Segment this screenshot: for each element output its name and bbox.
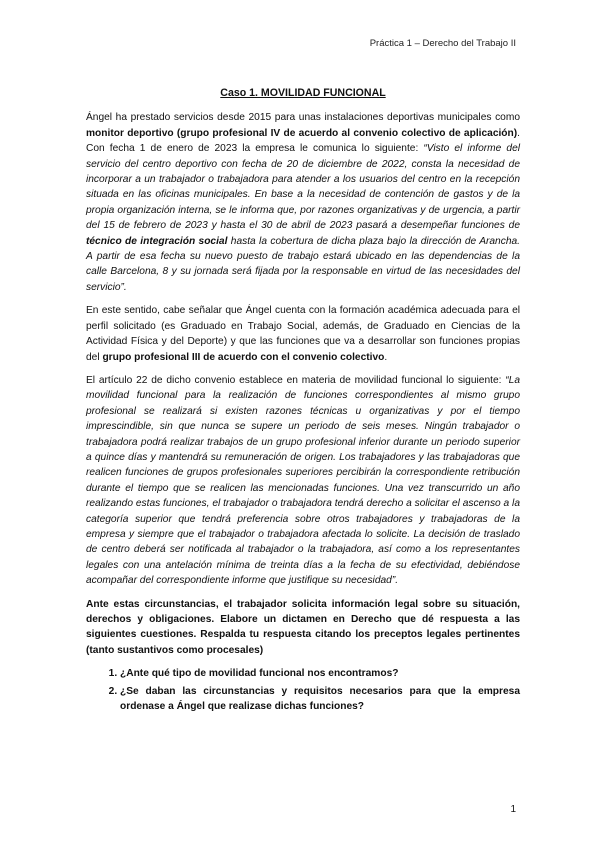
question-1: 1. ¿Ante qué tipo de movilidad funcional nos encontramos? [120, 666, 520, 681]
paragraph-3 [86, 373, 520, 589]
paragraph-1 [86, 110, 520, 295]
p2-text-c: . [384, 351, 388, 363]
question-2: 2. ¿Se daban las circunstancias y requisitos necesarios para que la empresa ordenase a Ángel que realizase dichas funciones? [120, 684, 520, 715]
questions-list [86, 666, 520, 714]
p3-text-a: El artículo 22 de dicho convenio establece en materia de movilidad funcional lo siguiente: [86, 374, 506, 386]
paragraph-4-instructions: Ante estas circunstancias, el trabajador solicita información legal sobre su situación, derechos y obligaciones. Elabore un dictamen en Derecho que dé respuesta a las siguientes cuestiones. Respalda tu respuesta citando los preceptos legales pertinentes (tanto sustantivos como procesales) [86, 598, 520, 656]
p2-text-a: En este sentido, cabe señalar que Ángel cuenta con la formación académica adecuada para el perfil solicitado (es Graduado en Trabajo Social, además, de Graduado en Ciencias de la Actividad Física y del Deporte) y que las funciones que va a desarrollar son funciones propias del [86, 305, 520, 363]
p1-quote-b: hasta la cobertura de dicha plaza bajo la dirección de Arancha. A partir de esa fecha su nuevo puesto de trabajo estará ubicado en las dependencias de la calle Barcelona, 8 y su jornada será fijada por la responsable en virtud de las necesidades del servicio”. [86, 235, 520, 293]
page-header: Práctica 1 – Derecho del Trabajo II [369, 38, 516, 49]
case-title: Caso 1. MOVILIDAD FUNCIONAL [220, 87, 386, 99]
p3-quote: “La movilidad funcional para la realización de funciones correspondientes al mismo grupo profesional se realizará si existen razones técnicas u organizativas y por el tiempo imprescindible, sin que nunca se supere un periodo de seis meses. Ningún trabajador o trabajadora podrá realizar trabajos de un grupo profesional inferior durante un periodo superior a quince días y mantendrá su remuneración de origen. Los trabajadores y las trabajadoras que realicen funciones de grupos profesionales superiores percibirán la correspondiente retribución durante el tiempo que se realicen las mencionadas funciones. Una vez transcurrido un año realizando estas funciones, el trabajador o trabajadora tendrá derecho a solicitar el ascenso a la categoría superior que tendrá preferencia sobre otros trabajadores y trabajadoras de la empresa y siempre que el trabajador o trabajadora afectada lo solicite. La decisión de traslado de centro deberá ser notificada al trabajador o la trabajadora, así como a los representantes legales con una antelación mínima de treinta días a la fecha de su efectividad, debiéndose acompañar del correspondiente informe que justifique su necesidad”. [86, 374, 520, 587]
p2-bold-group: grupo profesional III de acuerdo con el convenio colectivo [102, 351, 385, 363]
p1-text-c: . Con fecha 1 de enero de 2023 la empresa le comunica lo siguiente: [86, 127, 520, 155]
paragraph-2 [86, 303, 520, 365]
p1-bold-role: monitor deportivo (grupo profesional IV de acuerdo al convenio colectivo de aplicación) [86, 127, 518, 139]
p1-quote-a: “Visto el informe del servicio del centro deportivo con fecha de 20 de diciembre de 2022, consta la necesidad de incorporar a un trabajador o trabajadora para atender a los usuarios del centro en la recepción situada en las oficinas municipales. En base a la necesidad de contención de gastos y de la propia organización interna, se le informa que, por razones organizativas y de urgencia, a partir del 15 de febrero de 2023 y hasta el 30 de abril de 2023 pasará a desempeñar funciones de [86, 143, 520, 232]
document-body [86, 86, 520, 716]
p1-quote-bold-role: técnico de integración social [86, 235, 228, 247]
p1-text-a: Ángel ha prestado servicios desde 2015 para unas instalaciones deportivas municipales como [86, 112, 520, 124]
page-number: 1 [510, 804, 516, 815]
